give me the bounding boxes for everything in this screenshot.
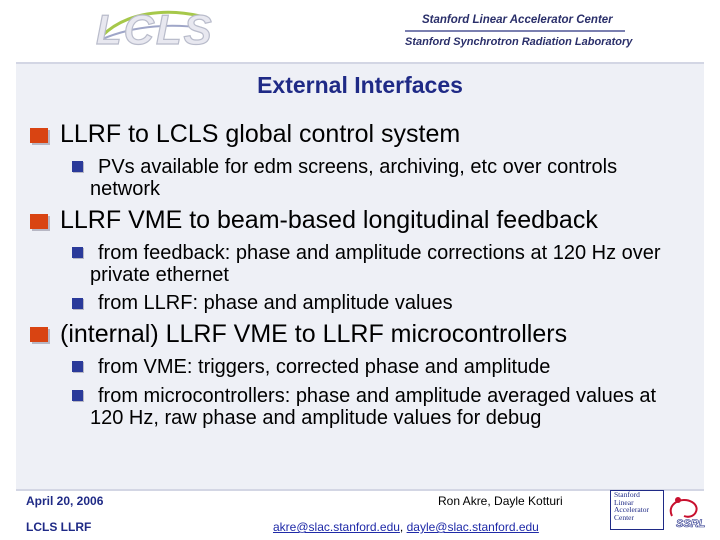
sub-bullet-item: from VME: triggers, corrected phase and amplitude: [98, 356, 551, 378]
ssrl-name: Stanford Synchrotron Radiation Laboratory: [405, 36, 633, 48]
square-bullet-icon: [30, 327, 48, 342]
square-bullet-icon: [30, 128, 48, 143]
sub-bullet-item: from LLRF: phase and amplitude values: [98, 292, 453, 314]
header-divider: [405, 30, 625, 32]
slac-logo: [610, 490, 664, 530]
bullet-item: LLRF VME to beam-based longitudinal feedback: [60, 206, 598, 234]
footer-authors: Ron Akre, Dayle Kotturi: [438, 494, 563, 508]
slac-name: Stanford Linear Accelerator Center: [422, 14, 613, 26]
footer-project: LCLS LLRF: [26, 520, 92, 534]
small-square-bullet-icon: [72, 361, 83, 372]
ssrl-logo: SSRL: [676, 518, 706, 530]
slac-logo-line: Accelerator: [614, 505, 649, 514]
email-separator: ,: [399, 520, 407, 534]
small-square-bullet-icon: [72, 247, 83, 258]
slide-title: External Interfaces: [257, 72, 463, 98]
footer-date: April 20, 2006: [26, 494, 104, 508]
bullet-item: (internal) LLRF VME to LLRF microcontrollers: [60, 320, 568, 348]
bullet-item: LLRF to LCLS global control system: [60, 120, 461, 148]
square-bullet-icon: [30, 214, 48, 229]
small-square-bullet-icon: [72, 161, 83, 172]
slac-logo-line: Stanford: [614, 490, 640, 499]
small-square-bullet-icon: [72, 390, 83, 401]
sub-bullet-item: PVs available for edm screens, archiving, etc over controls network: [90, 156, 618, 200]
slide-header: [0, 0, 720, 62]
footer-emails: [273, 520, 539, 534]
lcls-logo: LCLS: [96, 6, 214, 53]
email-link-kotturi[interactable]: dayle@slac.stanford.edu: [406, 520, 539, 534]
email-link-akre[interactable]: akre@slac.stanford.edu: [273, 520, 400, 534]
sub-bullet-item: from feedback: phase and amplitude corrections at 120 Hz over private ethernet: [90, 242, 661, 286]
sub-bullet-item: from microcontrollers: phase and amplitude averaged values at 120 Hz, raw phase and amplitude values for debug: [90, 385, 657, 429]
slac-logo-line: Linear: [614, 497, 634, 507]
small-square-bullet-icon: [72, 298, 83, 309]
slac-logo-line: Center: [614, 512, 634, 522]
